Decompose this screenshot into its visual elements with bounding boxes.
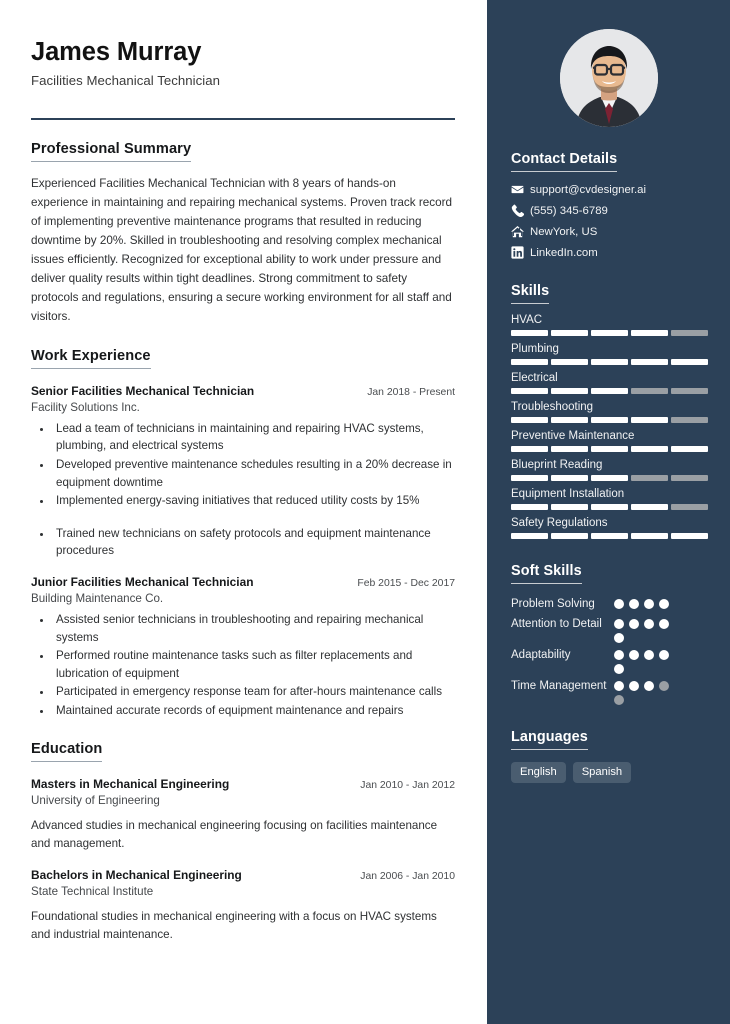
skill-bar-segment (631, 533, 668, 539)
skill-bar-segment (631, 446, 668, 452)
skill-level-bar (511, 417, 708, 423)
education-entry-head (31, 777, 455, 791)
skill-level-bar (511, 475, 708, 481)
soft-skill-label: Attention to Detail (511, 618, 602, 631)
rating-dot (614, 633, 624, 643)
skill-level-bar (511, 330, 708, 336)
section-title-education: Education (31, 741, 102, 762)
skill-item (511, 372, 708, 394)
skill-bar-segment (671, 388, 708, 394)
soft-skill-item (511, 596, 708, 612)
skill-item (511, 430, 708, 452)
skill-label: Plumbing (511, 343, 559, 355)
work-bullet: • Implemented energy-saving initiatives that reduced utility costs by 15% (53, 492, 455, 510)
rating-dot (659, 650, 669, 660)
rating-dot (644, 681, 654, 691)
contact-item-phone[interactable] (511, 204, 708, 217)
soft-skills-section (511, 562, 708, 705)
skill-label: Preventive Maintenance (511, 430, 635, 442)
profile-photo-icon (560, 29, 658, 127)
work-bullet-list (31, 420, 455, 560)
skill-item (511, 401, 708, 423)
work-date: Jan 2018 - Present (367, 386, 455, 398)
skill-item (511, 314, 708, 336)
rating-dot (614, 599, 624, 609)
soft-skill-rating (614, 596, 676, 609)
work-bullet: • Maintained accurate records of equipment maintenance and repairs (53, 702, 455, 720)
section-title-summary: Professional Summary (31, 141, 191, 162)
skill-bar-segment (631, 417, 668, 423)
rating-dot (629, 619, 639, 629)
skill-bar-segment (671, 533, 708, 539)
skills-list (511, 314, 708, 539)
contact-item-email[interactable] (511, 183, 708, 196)
skill-bar-segment (591, 330, 628, 336)
skill-bar-segment (671, 417, 708, 423)
work-bullet: • Performed routine maintenance tasks such as filter replacements and lubrication of equipment (53, 647, 455, 682)
skill-bar-segment (591, 475, 628, 481)
skill-label: HVAC (511, 314, 543, 326)
education-degree: Masters in Mechanical Engineering (31, 776, 230, 791)
rating-dot (629, 650, 639, 660)
rating-dot (614, 650, 624, 660)
skill-bar-segment (631, 388, 668, 394)
education-entry (31, 868, 455, 944)
soft-skill-rating (614, 647, 676, 674)
skill-bar-segment (671, 504, 708, 510)
education-school: State Technical Institute (31, 884, 154, 898)
language-tag: Spanish (573, 762, 631, 783)
skill-label: Blueprint Reading (511, 459, 603, 471)
skill-bar-segment (671, 446, 708, 452)
contact-item-location (511, 225, 708, 238)
phone-icon (511, 204, 530, 217)
soft-skills-list (511, 596, 708, 705)
rating-dot (644, 650, 654, 660)
header-divider (31, 118, 455, 120)
skill-item (511, 459, 708, 481)
soft-skill-item (511, 616, 708, 643)
work-entry (31, 575, 455, 720)
skill-bar-segment (551, 359, 588, 365)
skill-bar-segment (511, 388, 548, 394)
skill-item (511, 343, 708, 365)
work-entry-head (31, 384, 455, 398)
skill-bar-segment (671, 359, 708, 365)
soft-skill-item (511, 647, 708, 674)
skill-bar-segment (551, 388, 588, 394)
soft-skill-item (511, 678, 708, 705)
education-section (31, 740, 455, 944)
envelope-icon (511, 183, 530, 196)
skill-bar-segment (631, 475, 668, 481)
skill-label: Safety Regulations (511, 517, 608, 529)
header-block (31, 38, 455, 120)
contact-value: NewYork, US (530, 225, 598, 238)
education-description: Advanced studies in mechanical engineering focusing on facilities maintenance and management. (31, 818, 438, 850)
skill-bar-segment (591, 533, 628, 539)
rating-dot (614, 664, 624, 674)
skill-bar-segment (551, 533, 588, 539)
skill-bar-segment (511, 359, 548, 365)
rating-dot (629, 681, 639, 691)
languages-section (511, 728, 708, 783)
education-entry (31, 777, 455, 853)
section-title-soft-skills: Soft Skills (511, 563, 582, 584)
skill-bar-segment (511, 475, 548, 481)
candidate-job-title: Facilities Mechanical Technician (31, 73, 220, 89)
skill-label: Equipment Installation (511, 488, 625, 500)
skill-bar-segment (551, 330, 588, 336)
work-role: Senior Facilities Mechanical Technician (31, 383, 255, 398)
home-icon (511, 225, 530, 238)
work-date: Feb 2015 - Dec 2017 (357, 577, 455, 589)
soft-skill-rating (614, 678, 676, 705)
skill-level-bar (511, 533, 708, 539)
education-date: Jan 2006 - Jan 2010 (360, 870, 455, 882)
contact-value: (555) 345-6789 (530, 204, 608, 217)
work-organization: Facility Solutions Inc. (31, 400, 140, 414)
education-school: University of Engineering (31, 793, 160, 807)
skill-bar-segment (551, 446, 588, 452)
skill-level-bar (511, 504, 708, 510)
skill-item (511, 517, 708, 539)
skill-bar-segment (551, 475, 588, 481)
skill-bar-segment (671, 330, 708, 336)
sidebar (487, 0, 730, 1024)
contact-item-linkedin[interactable] (511, 246, 708, 259)
skill-bar-segment (511, 417, 548, 423)
skill-level-bar (511, 359, 708, 365)
work-organization: Building Maintenance Co. (31, 591, 164, 605)
contact-list (511, 183, 708, 259)
skill-bar-segment (591, 388, 628, 394)
skill-bar-segment (511, 533, 548, 539)
skills-section (511, 282, 708, 539)
rating-dot (659, 681, 669, 691)
professional-summary-section (31, 140, 455, 327)
soft-skill-rating (614, 616, 676, 643)
contact-value: support@cvdesigner.ai (530, 183, 647, 196)
work-bullet: • Lead a team of technicians in maintaining and repairing HVAC systems, plumbing, and electrical systems (53, 420, 455, 455)
skill-bar-segment (671, 475, 708, 481)
candidate-name: James Murray (31, 38, 202, 66)
rating-dot (659, 619, 669, 629)
skill-level-bar (511, 446, 708, 452)
section-title-work: Work Experience (31, 348, 151, 369)
skill-bar-segment (511, 446, 548, 452)
work-bullet: • Trained new technicians on safety protocols and equipment maintenance procedures (53, 525, 455, 560)
skill-bar-segment (591, 504, 628, 510)
education-entry-head (31, 868, 455, 882)
skill-bar-segment (591, 417, 628, 423)
rating-dot (644, 619, 654, 629)
skill-item (511, 488, 708, 510)
soft-skill-label: Adaptability (511, 649, 571, 662)
skill-bar-segment (591, 359, 628, 365)
skill-bar-segment (591, 446, 628, 452)
rating-dot (614, 681, 624, 691)
work-bullet: • Participated in emergency response team for after-hours maintenance calls (53, 683, 455, 701)
skill-label: Troubleshooting (511, 401, 594, 413)
skill-level-bar (511, 388, 708, 394)
rating-dot (614, 619, 624, 629)
section-title-languages: Languages (511, 729, 588, 750)
work-experience-section (31, 347, 455, 720)
avatar (560, 29, 658, 127)
languages-list (511, 762, 708, 783)
contact-section (511, 150, 708, 259)
sidebar-content (487, 150, 730, 783)
skill-bar-segment (631, 504, 668, 510)
soft-skill-label: Problem Solving (511, 598, 595, 610)
soft-skill-label: Time Management (511, 680, 607, 693)
skill-bar-segment (631, 330, 668, 336)
skill-bar-segment (551, 417, 588, 423)
work-entry-head (31, 575, 455, 589)
education-date: Jan 2010 - Jan 2012 (360, 779, 455, 791)
summary-text: Experienced Facilities Mechanical Technician with 8 years of hands-on experience in maintaining and repairing mechanical systems. Proven track record of implementing preventive maintenance programs that resulted in reducing downtime by 20%. Skilled in troubleshooting and resolving complex mechanical issues efficiently. Recognized for exceptional ability to work under pressure and deliver quality results within tight deadlines. Strong commitment to safety protocols and regulations, ensuring a secure working environment for all staff and visitors. (31, 177, 452, 323)
section-title-contact: Contact Details (511, 151, 617, 172)
skill-bar-segment (631, 359, 668, 365)
work-bullet-list (31, 611, 455, 720)
contact-value: LinkedIn.com (530, 246, 598, 259)
rating-dot (659, 599, 669, 609)
skill-bar-segment (511, 330, 548, 336)
skill-bar-segment (551, 504, 588, 510)
section-title-skills: Skills (511, 283, 549, 304)
work-bullet: • Developed preventive maintenance schedules resulting in a 20% decrease in equipment downtime (53, 456, 455, 491)
work-entry (31, 384, 455, 560)
education-degree: Bachelors in Mechanical Engineering (31, 867, 242, 882)
education-description: Foundational studies in mechanical engineering with a focus on HVAC systems and industrial maintenance. (31, 909, 437, 941)
avatar-wrapper (487, 0, 730, 127)
rating-dot (629, 599, 639, 609)
skill-label: Electrical (511, 372, 558, 384)
work-role: Junior Facilities Mechanical Technician (31, 574, 254, 589)
rating-dot (614, 695, 624, 705)
work-bullet: • Assisted senior technicians in troubleshooting and repairing mechanical systems (53, 611, 455, 646)
skill-bar-segment (511, 504, 548, 510)
language-tag: English (511, 762, 566, 783)
rating-dot (644, 599, 654, 609)
linkedin-icon (511, 246, 530, 259)
